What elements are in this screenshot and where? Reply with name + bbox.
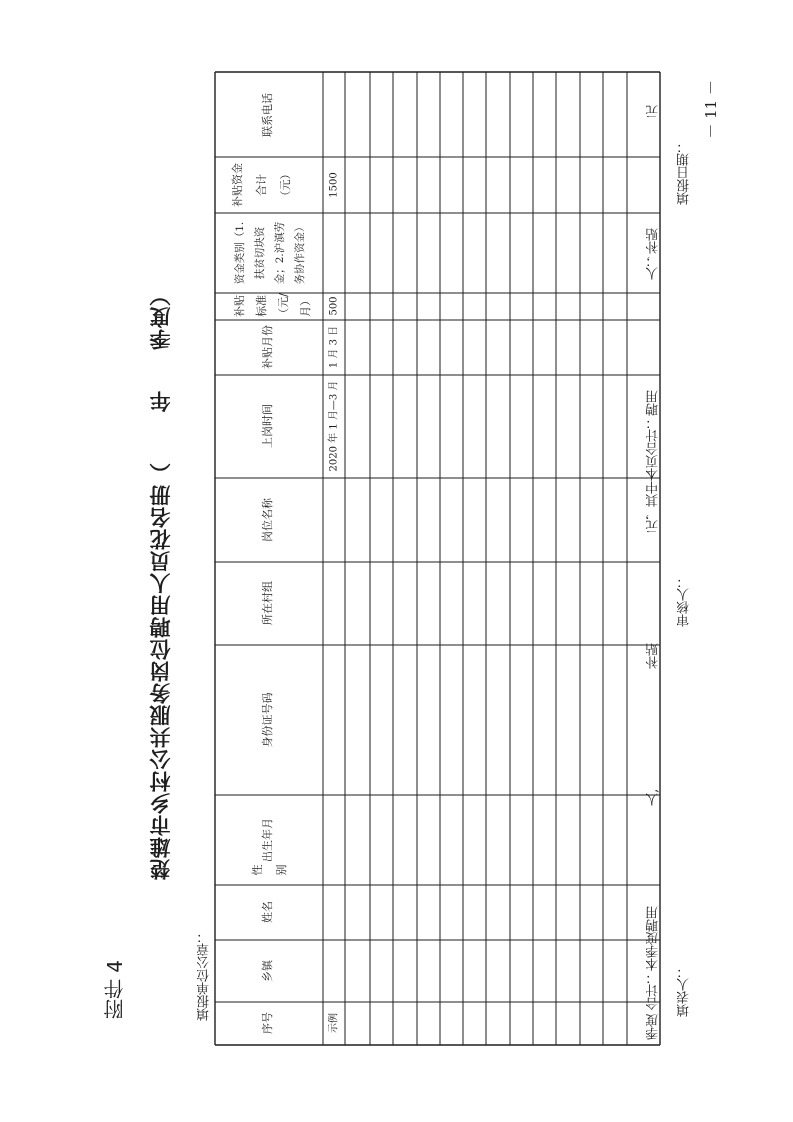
- header-standard-1: 补贴: [233, 295, 246, 317]
- header-subsidy-month: 补贴月份: [261, 325, 274, 369]
- header-seq: 序号: [261, 1012, 274, 1034]
- header-standard-4: 月）: [299, 295, 312, 317]
- footer-subsidy: 补贴: [646, 642, 661, 669]
- footer-page-total: 元，其中本页合计：聘用: [646, 389, 661, 533]
- example-seq: 示例: [328, 1013, 340, 1033]
- header-standard-3: （元/: [277, 293, 290, 319]
- example-start-time: 2020 年 1 月—3 月: [328, 380, 340, 472]
- header-village: 所在村组: [261, 581, 274, 625]
- header-post: 岗位名称: [261, 498, 274, 542]
- footer-yuan: 元: [646, 104, 661, 118]
- header-id-number: 身份证号码: [261, 692, 274, 748]
- header-total-2: 合计: [255, 174, 268, 196]
- header-total-1: 补贴资金: [231, 163, 244, 207]
- filler-label: 填表人：: [677, 965, 692, 1017]
- header-fund-type-2: 扶贫切块资: [254, 226, 266, 280]
- date-label: 填报日期：: [677, 140, 692, 205]
- header-fund-type-4: 务协作资金）: [294, 221, 306, 285]
- footer-people: 人,: [646, 788, 661, 806]
- unit-seal-label: 填报单位公章：: [197, 930, 212, 1021]
- header-phone: 联系电话: [261, 93, 274, 137]
- example-standard: 500: [328, 296, 340, 316]
- header-total-3: （元）: [279, 168, 292, 202]
- page-number: － 11 －: [702, 80, 720, 139]
- header-gender-2: 别: [275, 864, 288, 876]
- header-township: 乡镇: [261, 960, 274, 982]
- title-quarter: 季度）: [148, 284, 173, 350]
- header-fund-type-3: 金；2.沪滇劳: [274, 221, 286, 285]
- header-name: 姓名: [261, 901, 274, 923]
- example-total: 1500: [328, 172, 340, 198]
- page-title: [140, 230, 200, 880]
- title-year: 年: [148, 390, 173, 412]
- footer-total: 季度 合计：本季度聘用: [646, 905, 661, 1040]
- table-grid: [215, 72, 660, 1045]
- footer-page-people: 人；补贴: [646, 227, 661, 280]
- footer-summary: [644, 80, 668, 1040]
- title-main: 楚雄市乡村公共服务岗位聘用人员花名册（: [148, 462, 173, 880]
- header-start-time: 上岗时间: [261, 404, 274, 448]
- reviewer-label: 审核人：: [677, 575, 692, 627]
- attachment-label: 附件 4: [103, 960, 127, 1020]
- header-standard-2: 标准: [255, 295, 268, 317]
- header-birth: 出生年月: [261, 818, 274, 862]
- header-fund-type-1: 资金类别（1.: [234, 221, 246, 285]
- example-subsidy-month: 1 月 3 日: [328, 325, 340, 369]
- header-gender-1: 性: [251, 864, 264, 876]
